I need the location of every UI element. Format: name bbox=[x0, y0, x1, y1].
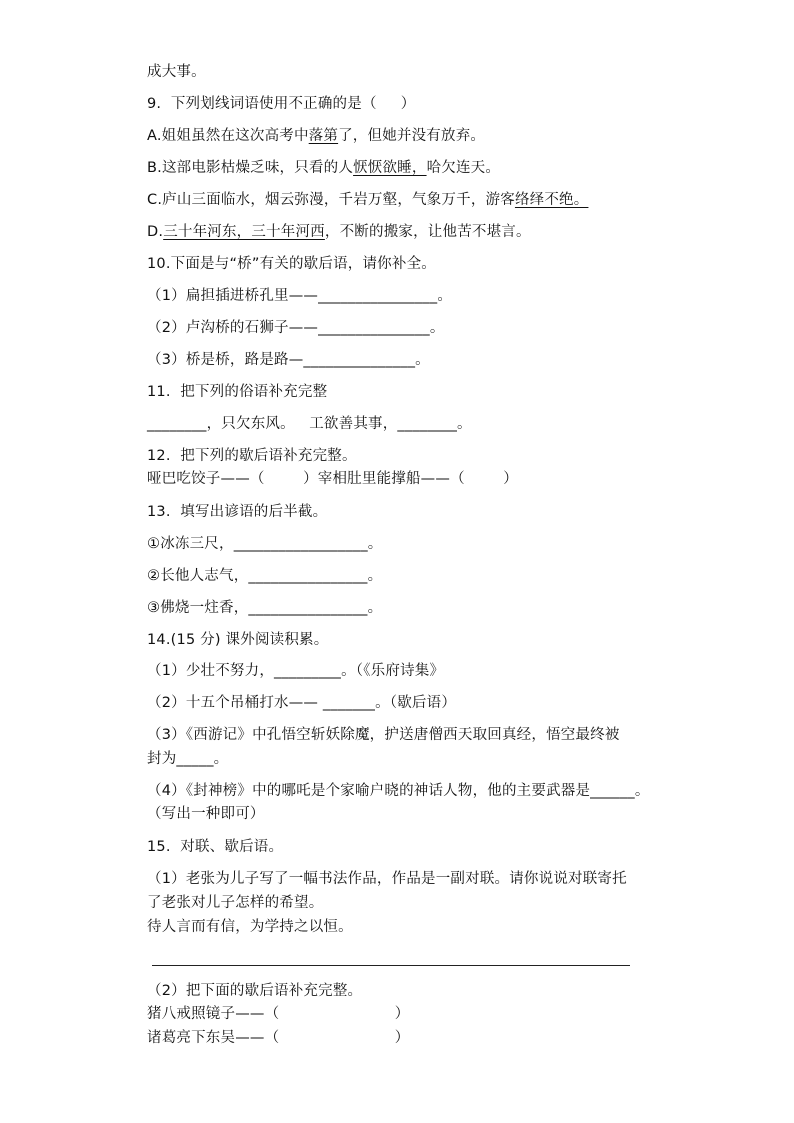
text: C.庐山三面临水，烟云弥漫，千岩万壑，气象万千，游客 bbox=[147, 192, 515, 208]
q14-item-3a: （3）《西游记》中孔悟空斩妖除魔，护送唐僧西天取回真经，悟空最终被 bbox=[147, 727, 620, 743]
question-10: 10.下面是与“桥”有关的歇后语，请你补全。 bbox=[147, 256, 436, 272]
q15-item-1b: 了老张对儿子怎样的希望。 bbox=[147, 895, 324, 911]
q12-item-1: 哑巴吃饺子——（ ）宰相肚里能撑船——（ ） bbox=[147, 471, 518, 487]
q13-item-2: ②长他人志气，________________。 bbox=[147, 568, 383, 584]
q10-item-1: （1）扁担插进桥孔里——________________。 bbox=[147, 288, 453, 304]
text: A.姐姐虽然在这次高考中 bbox=[147, 128, 309, 144]
question-14: 14.(15 分) 课外阅读积累。 bbox=[147, 632, 329, 648]
question-9: 9. 下列划线词语使用不正确的是（ ） bbox=[147, 96, 416, 112]
text: 了，但她并没有放弃。 bbox=[338, 128, 486, 144]
text: B.这部电影枯燥乏味，只看的人 bbox=[147, 160, 354, 176]
q9-option-a bbox=[147, 126, 485, 146]
question-15: 15. 对联、歇后语。 bbox=[147, 839, 284, 855]
text: ，不断的搬家，让他苦不堪言。 bbox=[324, 224, 531, 240]
q11-item-1: ________，只欠东风。 工欲善其事，________。 bbox=[147, 416, 472, 432]
answer-rule bbox=[152, 965, 630, 966]
underlined-word: 三十年河东，三十年河西 bbox=[163, 224, 325, 240]
q15-item-2: （2）把下面的歇后语补充完整。 bbox=[147, 983, 363, 999]
q15-item-1a: （1）老张为儿子写了一幅书法作品，作品是一副对联。请你说说对联寄托 bbox=[147, 871, 627, 887]
question-11: 11. 把下列的俗语补充完整 bbox=[147, 384, 328, 400]
q13-item-1: ①冰冻三尺，__________________。 bbox=[147, 536, 383, 552]
q15-item-2b: 诸葛亮下东吴——（ ） bbox=[147, 1030, 410, 1046]
question-12: 12. 把下列的歇后语补充完整。 bbox=[147, 448, 357, 464]
line-0: 成大事。 bbox=[147, 64, 206, 80]
q13-item-3: ③佛烧一炷香，________________。 bbox=[147, 600, 383, 616]
q14-item-3b: 封为_____。 bbox=[147, 751, 229, 767]
q9-option-c bbox=[147, 190, 588, 210]
q14-item-1: （1）少壮不努力，_________。（《乐府诗集》 bbox=[147, 663, 445, 679]
q9-option-d bbox=[147, 222, 531, 242]
q14-item-4a: （4）《封神榜》中的哪吒是个家喻户晓的神话人物，他的主要武器是______。 bbox=[147, 783, 650, 799]
text: D. bbox=[147, 224, 164, 240]
q9-option-b bbox=[147, 158, 500, 178]
underlined-word: 恹恹欲睡， bbox=[353, 160, 427, 176]
q14-item-4b: （写出一种即可） bbox=[147, 806, 265, 822]
q15-item-2a: 猪八戒照镜子——（ ） bbox=[147, 1006, 410, 1022]
q14-item-2: （2）十五个吊桶打水—— _______。（歇后语） bbox=[147, 695, 457, 711]
q10-item-3: （3）桥是桥，路是路—_______________。 bbox=[147, 352, 430, 368]
text: 哈欠连天。 bbox=[426, 160, 501, 176]
underlined-word: 落第 bbox=[308, 128, 339, 144]
q10-item-2: （2）卢沟桥的石狮子——_______________。 bbox=[147, 320, 445, 336]
q15-couplet: 待人言而有信，为学持之以恒。 bbox=[147, 919, 353, 935]
question-13: 13. 填写出谚语的后半截。 bbox=[147, 504, 328, 520]
underlined-word: 络绎不绝。 bbox=[514, 192, 589, 208]
